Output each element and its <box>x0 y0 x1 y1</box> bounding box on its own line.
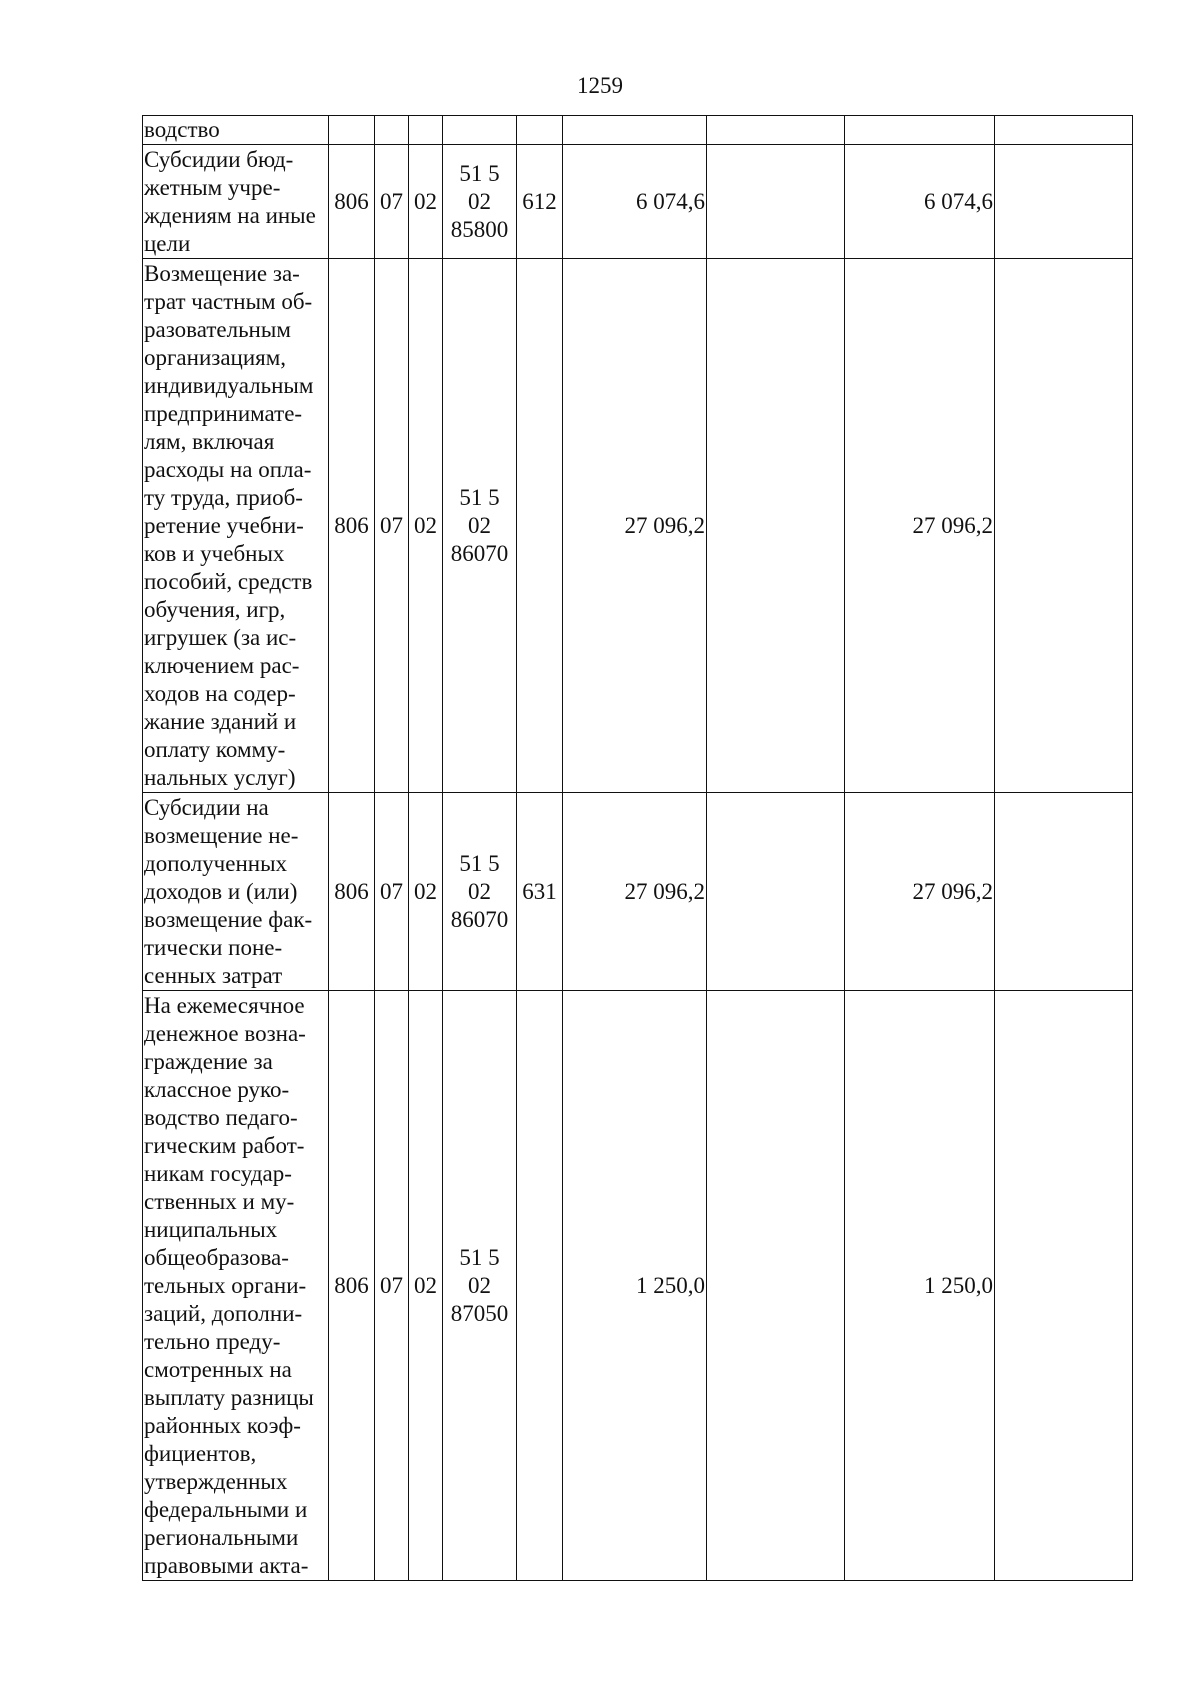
amount-column-9 <box>995 991 1133 1581</box>
amount-total <box>563 116 707 145</box>
target-code: 51 5 02 86070 <box>443 259 517 793</box>
expense-type-code <box>517 991 563 1581</box>
amount-column-9 <box>995 145 1133 259</box>
amount-column-8: 27 096,2 <box>845 259 995 793</box>
amount-column-7 <box>707 991 845 1581</box>
amount-column-7 <box>707 793 845 991</box>
ministry-code: 806 <box>329 259 375 793</box>
expense-type-code: 631 <box>517 793 563 991</box>
table-row <box>143 145 1133 259</box>
amount-total: 6 074,6 <box>563 145 707 259</box>
target-code: 51 5 02 86070 <box>443 793 517 991</box>
amount-column-8 <box>845 116 995 145</box>
target-code <box>443 116 517 145</box>
expense-name: Возмещение за- трат частным об- разовательным организациям, индивидуальным предпринимате- лям, включая расходы на опла- ту труда, приоб- ретение учебни- ков и учебных пособий, средств обучения, игр, игрушек (за ис- ключением рас- ходов на содер- жание зданий и оплату комму- нальных услуг) <box>143 259 329 793</box>
expense-name: На ежемесячное денежное возна- граждение за классное руко- водство педаго- гическим работ- никам государ- ственных и му- ниципальных общеобразова- тельных органи- заций, дополни- тельно преду- смотренных на выплату разницы районных коэф- фициентов, утвержденных федеральными и региональными правовыми акта- <box>143 991 329 1581</box>
target-code: 51 5 02 87050 <box>443 991 517 1581</box>
subsection-code: 02 <box>409 793 443 991</box>
amount-column-9 <box>995 116 1133 145</box>
ministry-code: 806 <box>329 991 375 1581</box>
section-code: 07 <box>375 991 409 1581</box>
table-row <box>143 259 1133 793</box>
ministry-code <box>329 116 375 145</box>
expense-name: Субсидии бюд- жетным учре- ждениям на иные цели <box>143 145 329 259</box>
amount-total: 1 250,0 <box>563 991 707 1581</box>
subsection-code: 02 <box>409 259 443 793</box>
expense-name: водство <box>143 116 329 145</box>
ministry-code: 806 <box>329 793 375 991</box>
ministry-code: 806 <box>329 145 375 259</box>
expense-type-code <box>517 116 563 145</box>
expense-type-code: 612 <box>517 145 563 259</box>
expense-name: Субсидии на возмещение не- дополученных доходов и (или) возмещение фак- тически поне- сенных затрат <box>143 793 329 991</box>
page-number: 1259 <box>577 73 623 98</box>
amount-column-7 <box>707 259 845 793</box>
subsection-code: 02 <box>409 145 443 259</box>
table-row <box>143 116 1133 145</box>
amount-total: 27 096,2 <box>563 259 707 793</box>
table-row <box>143 793 1133 991</box>
amount-column-7 <box>707 116 845 145</box>
amount-column-8: 1 250,0 <box>845 991 995 1581</box>
table-row <box>143 991 1133 1581</box>
section-code <box>375 116 409 145</box>
target-code: 51 5 02 85800 <box>443 145 517 259</box>
amount-column-9 <box>995 259 1133 793</box>
expense-type-code <box>517 259 563 793</box>
section-code: 07 <box>375 793 409 991</box>
amount-column-9 <box>995 793 1133 991</box>
section-code: 07 <box>375 145 409 259</box>
section-code: 07 <box>375 259 409 793</box>
amount-total: 27 096,2 <box>563 793 707 991</box>
amount-column-7 <box>707 145 845 259</box>
subsection-code <box>409 116 443 145</box>
subsection-code: 02 <box>409 991 443 1581</box>
amount-column-8: 27 096,2 <box>845 793 995 991</box>
budget-table <box>142 115 1133 1581</box>
amount-column-8: 6 074,6 <box>845 145 995 259</box>
